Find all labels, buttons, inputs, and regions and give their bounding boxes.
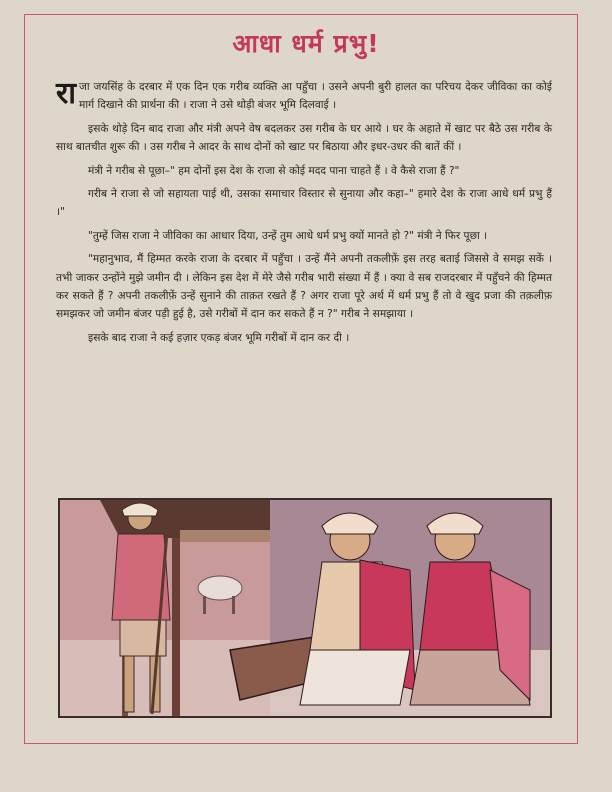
drop-cap: रा [56,76,77,111]
paragraph-4: गरीब ने राजा से जो सहायता पाई थी, उसका समाचार विस्तार से सुनाया और कहा–" हमारे देश के राजा आधे धर्म प्रभु हैं ।" [56,188,552,219]
paragraph-1 [56,78,552,115]
paragraph-6: "महानुभाव, मैं हिम्मत करके राजा के दरबार में पहुँचा । उन्हें मैंने अपनी तकलीफ़ें इस तरह बताई जिससे वे समझ सकें । तभी जाकर उन्होंने मुझे जमीन दी । लेकिन इस देश में मेरे जैसे गरीब भारी संख्या में हैं । क्या वे सब राजदरबार में पहुँचने की हिम्मत कर सकते हैं ? अपनी तकलीफ़ें उन्हें सुनाने की ताक़त रखते हैं ? अगर राजा पूरे अर्थ में धर्म प्रभु हैं तो वे खुद प्रजा की तक़लीफ़ समझकर जो जमीन बंजर पड़ी हुई है, उसे गरीबों में दान कर सकते हैं न ?" गरीब ने समझाया । [56,253,552,321]
paragraph-5: "तुम्हें जिस राजा ने जीविका का आधार दिया, उन्हें तुम आधे धर्म प्रभु क्यों मानते हो ?" मंत्री ने फिर पूछा । [88,229,488,242]
cow-leg [232,596,235,614]
illustration-scene [60,500,550,716]
hut-roof-edge [180,530,270,542]
story-text [56,78,552,352]
paragraph-2: इसके थोड़े दिन बाद राजा और मंत्री अपने वेष बदलकर उस गरीब के घर आये । घर के अहाते में खाट पर बैठे उस गरीब के साथ बातचीत शुरू की । उस गरीब ने आदर के साथ दोनों को खाट पर बिठाया और इधर-उधर की बातें कीं । [56,122,552,154]
king-dhoti [300,650,410,705]
paragraph-7: इसके बाद राजा ने कई हज़ार एकड़ बंजर भूमि गरीबों में दान कर दी । [88,331,350,344]
poor-man-leg [124,656,134,712]
cow-leg [203,596,206,614]
story-illustration [58,498,552,718]
paragraph-3: मंत्री ने गरीब से पूछा–" हम दोनों इस देश के राजा से कोई मदद पाना चाहते हैं । वे कैसे राजा हैं ?" [88,164,460,177]
paragraph-1-text: जा जयसिंह के दरबार में एक दिन एक गरीब व्यक्ति आ पहुँचा । उसने अपनी बुरी हालत का परिचय देकर जीविका का कोई मार्ग दिखाने की प्रार्थना की । राजा ने उसे थोड़ी बंजर भूमि दिलवाई । [79,81,552,112]
page-title: आधा धर्म प्रभु! [232,29,380,58]
hut-pole [172,538,180,716]
